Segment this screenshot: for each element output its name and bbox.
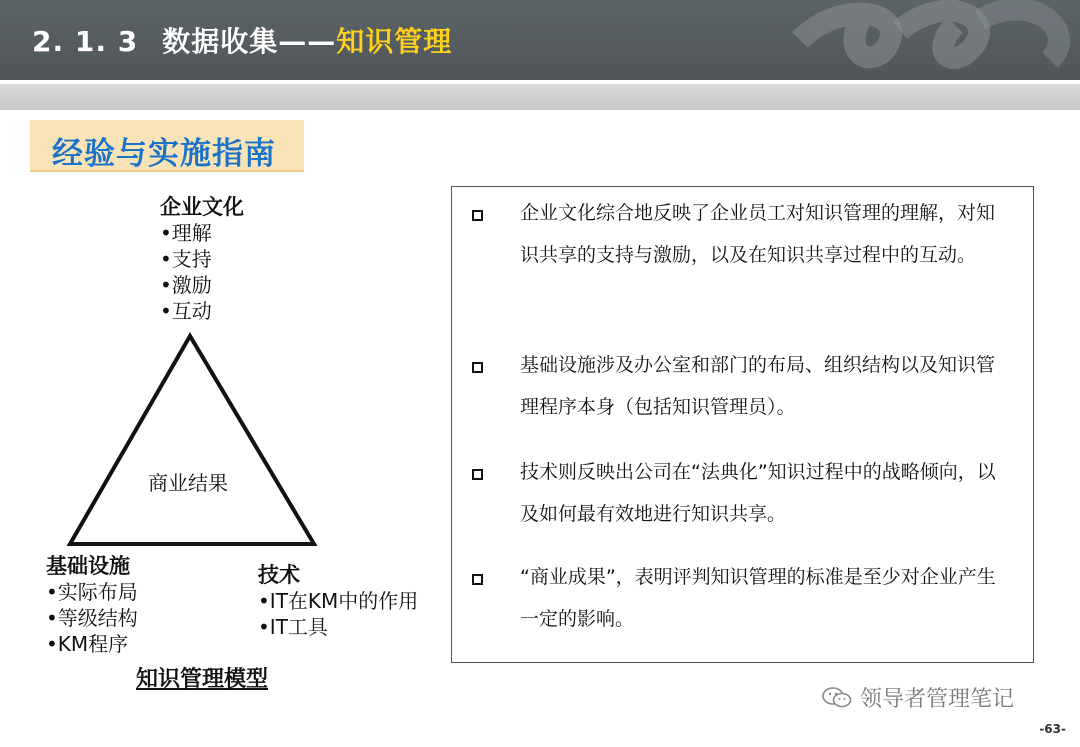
diagram-top-item: •支持 <box>160 247 212 271</box>
diagram-top-label <box>160 194 244 324</box>
page-title <box>32 20 452 60</box>
checkbox-bullet-icon <box>472 469 483 480</box>
diagram-top-item: •理解 <box>160 221 212 245</box>
header-bar <box>0 0 1080 80</box>
notes-box <box>451 186 1034 663</box>
diagram-top-title: 企业文化 <box>160 195 244 219</box>
diagram-left-item: •KM程序 <box>46 632 129 656</box>
diagram-left-item: •等级结构 <box>46 606 138 630</box>
diagram-right-item: •IT工具 <box>258 615 328 639</box>
title-highlight: 知识管理 <box>336 25 453 58</box>
diagram-left-title: 基础设施 <box>46 554 130 578</box>
watermark <box>822 682 1014 713</box>
page-number: -63- <box>1039 722 1066 736</box>
diagram-top-item: •激励 <box>160 273 212 297</box>
note-text: 技术则反映出公司在“法典化”知识过程中的战略倾向，以及如何最有效地进行知识共享。 <box>520 461 996 525</box>
note-text: “商业成果”，表明评判知识管理的标准是至少对企业产生一定的影响。 <box>520 566 996 630</box>
wechat-icon <box>822 686 852 710</box>
diagram-caption: 知识管理模型 <box>136 667 269 692</box>
triangle-diagram <box>60 328 330 550</box>
section-number: 2. 1. 3 <box>32 25 139 58</box>
checkbox-bullet-icon <box>472 362 483 373</box>
title-prefix: 数据收集—— <box>162 25 337 58</box>
diagram-right-title: 技术 <box>258 563 300 587</box>
diagram-top-item: •互动 <box>160 299 212 323</box>
note-text: 企业文化综合地反映了企业员工对知识管理的理解，对知识共享的支持与激励，以及在知识共享过程中的互动。 <box>520 202 996 266</box>
watermark-text: 领导者管理笔记 <box>860 687 1015 712</box>
section-tag <box>30 120 304 172</box>
checkbox-bullet-icon <box>472 210 483 221</box>
section-tag-label: 经验与实施指南 <box>52 136 276 172</box>
diagram-right-item: •IT在KM中的作用 <box>258 589 419 613</box>
diagram-right-label <box>258 562 418 640</box>
diagram-left-label <box>46 553 138 657</box>
checkbox-bullet-icon <box>472 574 483 585</box>
note-text: 基础设施涉及办公室和部门的布局、组织结构以及知识管理程序本身（包括知识管理员）。 <box>520 354 996 418</box>
header-band <box>0 84 1080 110</box>
diagram-center-label: 商业结果 <box>148 471 228 495</box>
diagram-left-item: •实际布局 <box>46 580 138 604</box>
header-decoration-icon <box>780 0 1080 80</box>
